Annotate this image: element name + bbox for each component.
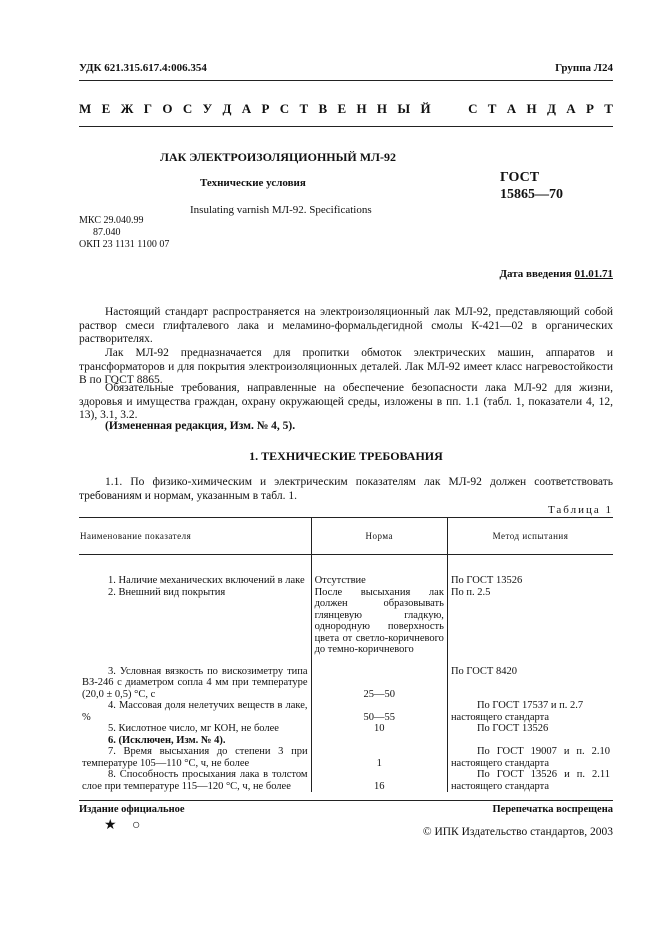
norm-cell: 25—50 <box>311 666 447 701</box>
banner-letter: Р <box>261 101 270 116</box>
banner-letter: А <box>566 101 576 116</box>
indicator-cell: 4. Массовая доля нелетучих веществ в лаке, % <box>82 700 308 723</box>
method-cell: По ГОСТ 17537 и п. 2.7 настоящего стандарта <box>447 700 613 723</box>
effective-date <box>499 268 613 280</box>
document-title: ЛАК ЭЛЕКТРОИЗОЛЯЦИОННЫЙ МЛ-92 <box>160 150 396 164</box>
banner-letter: Т <box>487 101 497 116</box>
norm-cell: 10 <box>311 723 447 735</box>
method-cell: По ГОСТ 13526 <box>447 723 613 735</box>
header-method: Метод испытания <box>447 518 613 555</box>
indicator-cell: 2. Внешний вид покрытия <box>108 586 226 598</box>
norm-cell: 16 <box>311 769 447 792</box>
official-edition-label: Издание официальное <box>79 804 185 815</box>
table-row <box>79 735 613 747</box>
english-title: Insulating varnish МЛ-92. Specifications <box>190 204 372 216</box>
method-cell: По п. 2.5 <box>447 587 613 666</box>
banner-letter: С <box>279 101 290 116</box>
banner-letter: Р <box>585 101 594 116</box>
norm-cell: 1 <box>311 746 447 769</box>
mks-code-2: 87.040 <box>93 227 121 238</box>
effective-date-label: Дата введения <box>499 268 572 280</box>
footer-rule <box>79 800 613 801</box>
banner-letter: Д <box>222 101 232 116</box>
method-cell: По ГОСТ 13526 и п. 2.11 настоящего стандарта <box>447 769 613 792</box>
banner-letter: Н <box>376 101 388 116</box>
banner-letter: Г <box>143 101 153 116</box>
table-row <box>79 723 613 735</box>
banner-letter: О <box>162 101 173 116</box>
banner-letter: Н <box>356 101 367 116</box>
banner-letter <box>441 101 444 117</box>
table-header-row <box>79 518 613 555</box>
okp-code: ОКП 23 1131 1100 07 <box>79 239 170 250</box>
table-row <box>79 769 613 792</box>
document-subtitle: Технические условия <box>200 177 306 189</box>
table-row <box>79 555 613 587</box>
method-cell: По ГОСТ 8420 <box>447 666 613 701</box>
norm-cell: 50—55 <box>311 700 447 723</box>
indicator-cell: 5. Кислотное число, мг КОН, не более <box>108 723 279 734</box>
paragraph-requirements: Обязательные требования, направленные на обеспечение безопасности лака МЛ-92 для жизни, здоровья и имущества граждан, охрану окружающей среды, изложены в пп. 1.1 (табл. 1, показатели 4, 12, 13), 3.1, 3.2. <box>79 382 613 421</box>
indicator-cell: 1. Наличие механических включений в лаке <box>108 575 305 586</box>
copyright-notice: © ИПК Издательство стандартов, 2003 <box>422 826 613 838</box>
udk-code: УДК 621.315.617.4:006.354 <box>79 62 207 74</box>
banner-letter: Н <box>526 101 537 116</box>
banner-letter: А <box>241 101 252 116</box>
indicator-cell: 3. Условная вязкость по вискозиметру типа ВЗ-246 с диаметром сопла 4 мм при температуре (20,0 ± 0,5) °С, с <box>82 665 308 700</box>
banner-letter: Т <box>299 101 309 116</box>
gost-number <box>500 169 563 203</box>
banner-letter: Т <box>604 101 613 116</box>
header-norm: Норма <box>311 518 447 555</box>
header-rule <box>79 80 613 81</box>
paragraph-scope: Настоящий стандарт распространяется на электроизоляционный лак МЛ-92, представляющий собой раствор смеси глифталевого лака и меламино-формальдегидной смолы К-421—02 в органических растворителях. <box>79 306 613 345</box>
method-cell: По ГОСТ 13526 <box>447 555 613 587</box>
indicator-cell: 7. Время высыхания до степени 3 при температуре 105—110 °С, ч, не более <box>82 746 308 769</box>
reprint-prohibited-label: Перепечатка воспрещена <box>492 804 613 815</box>
banner-letter: С <box>468 101 478 116</box>
header-indicator: Наименование показателя <box>79 518 311 555</box>
banner-letter: С <box>182 101 193 116</box>
standard-banner <box>79 101 613 117</box>
mks-code: МКС 29.040.99 <box>79 215 144 226</box>
table-row <box>79 587 613 666</box>
banner-letter: М <box>79 101 92 116</box>
banner-letter <box>454 101 457 117</box>
table-row <box>79 666 613 701</box>
method-cell: По ГОСТ 19007 и п. 2.10 настоящего стандарта <box>447 746 613 769</box>
banner-letter: Ж <box>120 101 134 116</box>
effective-date-value: 01.01.71 <box>574 268 613 280</box>
norm-cell: Отсутствие <box>311 555 447 587</box>
method-cell <box>447 735 613 747</box>
banner-letter: А <box>506 101 517 116</box>
group-code: Группа Л24 <box>555 62 613 74</box>
banner-letter: Е <box>101 101 111 116</box>
gost-label: ГОСТ <box>500 170 540 185</box>
norm-cell <box>311 735 447 747</box>
table-caption: Таблица 1 <box>547 504 613 516</box>
gost-id: 15865—70 <box>500 187 563 202</box>
table-row <box>79 700 613 723</box>
star-circle-marks: ★ ○ <box>104 818 147 833</box>
indicator-cell: 6. (Исключен, Изм. № 4). <box>108 734 226 746</box>
classification-codes <box>79 215 169 251</box>
amendment-note: (Измененная редакция, Изм. № 4, 5). <box>105 420 296 432</box>
banner-letter: В <box>318 101 328 116</box>
section-heading: 1. ТЕХНИЧЕСКИЕ ТРЕБОВАНИЯ <box>249 449 443 463</box>
norm-cell: После высыхания лак должен образовывать глянцевую гладкую, однородную поверхность цвета от светло-коричневого до темно-коричневого <box>311 587 447 666</box>
banner-letter: Д <box>546 101 556 116</box>
banner-letter: Й <box>420 101 431 116</box>
table-row <box>79 746 613 769</box>
banner-letter: Ы <box>397 101 411 116</box>
banner-letter: Е <box>337 101 347 116</box>
indicator-cell: 8. Способность просыхания лака в толстом слое при температуре 115—120 °С, ч, не более <box>82 769 308 792</box>
banner-rule <box>79 126 613 127</box>
section-intro: 1.1. По физико-химическим и электрическим показателям лак МЛ-92 должен соответствовать требованиям и нормам, указанным в табл. 1. <box>79 476 613 502</box>
banner-letter: У <box>202 101 213 116</box>
paragraph-purpose: Лак МЛ-92 предназначается для пропитки обмоток электрических машин, аппаратов и трансформаторов и для покрытия электроизоляционных деталей. Лак МЛ-92 имеет класс нагревостойкости В по ГОСТ 8865. <box>79 347 613 386</box>
requirements-table <box>79 517 613 792</box>
